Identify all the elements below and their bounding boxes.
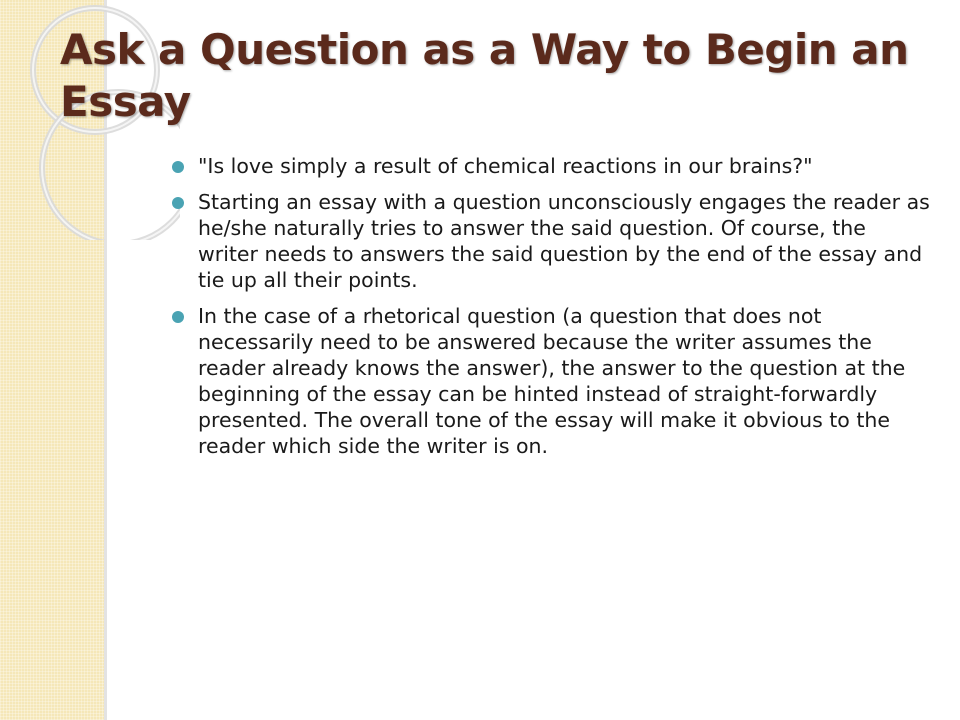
bullet-item bbox=[172, 189, 932, 293]
bullet-item bbox=[172, 303, 932, 459]
bullet-text: Starting an essay with a question unconsciously engages the reader as he/she naturally tries to answer the said question. Of course, the writer needs to answers the said question by the end of the essay and tie up all their points. bbox=[198, 190, 930, 292]
bullet-dot-icon bbox=[172, 197, 184, 209]
bullet-text: In the case of a rhetorical question (a question that does not necessarily need to be answered because the writer assumes the reader already knows the answer), the answer to the question at the beginning of the essay can be hinted instead of straight-forwardly presented. The overall tone of the essay will make it obvious to the reader which side the writer is on. bbox=[198, 304, 906, 458]
bullet-dot-icon bbox=[172, 311, 184, 323]
bullet-dot-icon bbox=[172, 161, 184, 173]
bullet-text: "Is love simply a result of chemical reactions in our brains?" bbox=[198, 154, 813, 178]
bullet-item bbox=[172, 153, 932, 179]
bullet-list bbox=[172, 153, 932, 469]
slide-title: Ask a Question as a Way to Begin an Essay bbox=[60, 25, 909, 126]
